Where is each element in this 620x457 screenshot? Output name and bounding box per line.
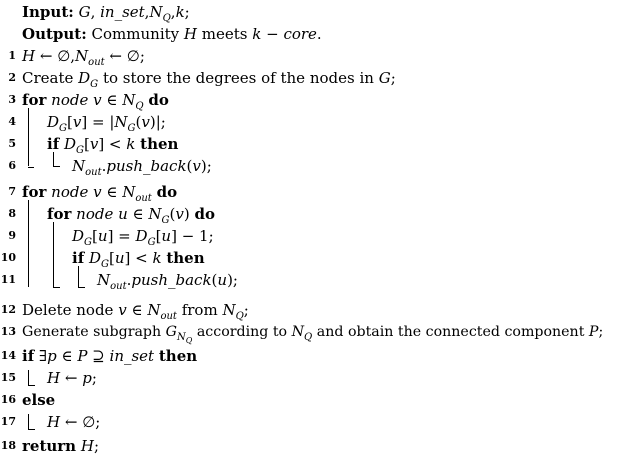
line-text: for node u ∈ $N_G(v)$ do xyxy=(47,205,215,226)
line-number: 4 xyxy=(8,115,16,128)
line-text: if ∃p ∈ P ⊇ in_set then xyxy=(22,347,198,365)
line-text: return H; xyxy=(22,437,100,455)
line-text: $N_{out}.push\_back(u)$; xyxy=(97,271,238,292)
for-outer-bar xyxy=(28,200,29,287)
algo-line-12 xyxy=(0,299,620,321)
algo-line-6 xyxy=(0,155,620,177)
line-number: 8 xyxy=(8,207,16,220)
algo-line-7 xyxy=(0,181,620,203)
line-number: 6 xyxy=(8,159,16,172)
line-text: H ← ∅; xyxy=(47,413,101,431)
line-number: 9 xyxy=(8,229,16,242)
line-text: Generate subgraph $G_{N_Q}$ according to $N_Q$ and obtain the connected component P; xyxy=(22,324,604,345)
then-block-tick xyxy=(28,370,35,386)
line-number: 1 xyxy=(8,49,16,62)
line-text: if $D_G[v] < k$ then xyxy=(47,135,179,156)
output-label: Output: xyxy=(22,25,87,43)
algo-line-8 xyxy=(0,203,620,225)
algo-line-17 xyxy=(0,411,620,433)
algo-line-16 xyxy=(0,389,620,411)
line-text: for node v ∈ $N_{out}$ do xyxy=(22,183,178,204)
line-text: Delete node v ∈ $N_{out}$ from $N_Q$; xyxy=(22,301,249,322)
line-number: 16 xyxy=(0,393,16,406)
line-number: 18 xyxy=(0,439,16,452)
else-block-tick xyxy=(28,414,35,430)
line-text: $D_G[u] = D_G[u] - 1$; xyxy=(72,227,214,248)
input-label: Input: xyxy=(22,3,74,21)
line-text: H ← $\emptyset,N_{out}$ ← ∅; xyxy=(22,47,145,68)
line-number: 13 xyxy=(0,325,16,338)
line-number: 2 xyxy=(8,71,16,84)
input-text: G, $in\_set,N_Q,k$; xyxy=(78,3,190,24)
if-block-tick xyxy=(53,155,60,167)
algo-line-3 xyxy=(0,89,620,111)
line-number: 5 xyxy=(8,137,16,150)
algo-line-9 xyxy=(0,225,620,247)
line-text: $N_{out}.push\_back(v)$; xyxy=(72,157,212,178)
output-line xyxy=(22,23,322,45)
line-number: 3 xyxy=(8,93,16,106)
algo-line-11 xyxy=(0,269,620,291)
line-number: 17 xyxy=(0,415,16,428)
algo-line-1 xyxy=(0,45,620,67)
line-text: H ← p; xyxy=(47,369,97,387)
line-text: else xyxy=(22,391,56,409)
line-number: 10 xyxy=(0,251,16,264)
algo-line-13 xyxy=(0,321,620,343)
line-number: 7 xyxy=(8,185,16,198)
line-number: 12 xyxy=(0,303,16,316)
line-number: 14 xyxy=(0,349,16,362)
line-text: if $D_G[u] < k$ then xyxy=(72,249,205,270)
algo-line-15 xyxy=(0,367,620,389)
for-block-end xyxy=(28,166,34,168)
output-text: Community H meets k − core. xyxy=(91,25,322,43)
algo-line-14 xyxy=(0,345,620,367)
algo-line-4 xyxy=(0,111,620,133)
line-text: for node v ∈ $N_Q$ do xyxy=(22,91,169,112)
algo-line-10 xyxy=(0,247,620,269)
line-number: 11 xyxy=(0,273,16,286)
line-text: $D_G[v] = |N_G(v)|$; xyxy=(47,113,166,134)
for-inner-tick xyxy=(53,276,60,288)
line-number: 15 xyxy=(0,371,16,384)
for-block-bar xyxy=(28,108,29,166)
if-inner-tick xyxy=(78,276,85,288)
algo-line-5 xyxy=(0,133,620,155)
algo-line-18 xyxy=(0,435,620,457)
line-text: Create $D_G$ to store the degrees of the nodes in G; xyxy=(22,69,396,90)
algo-line-2 xyxy=(0,67,620,89)
